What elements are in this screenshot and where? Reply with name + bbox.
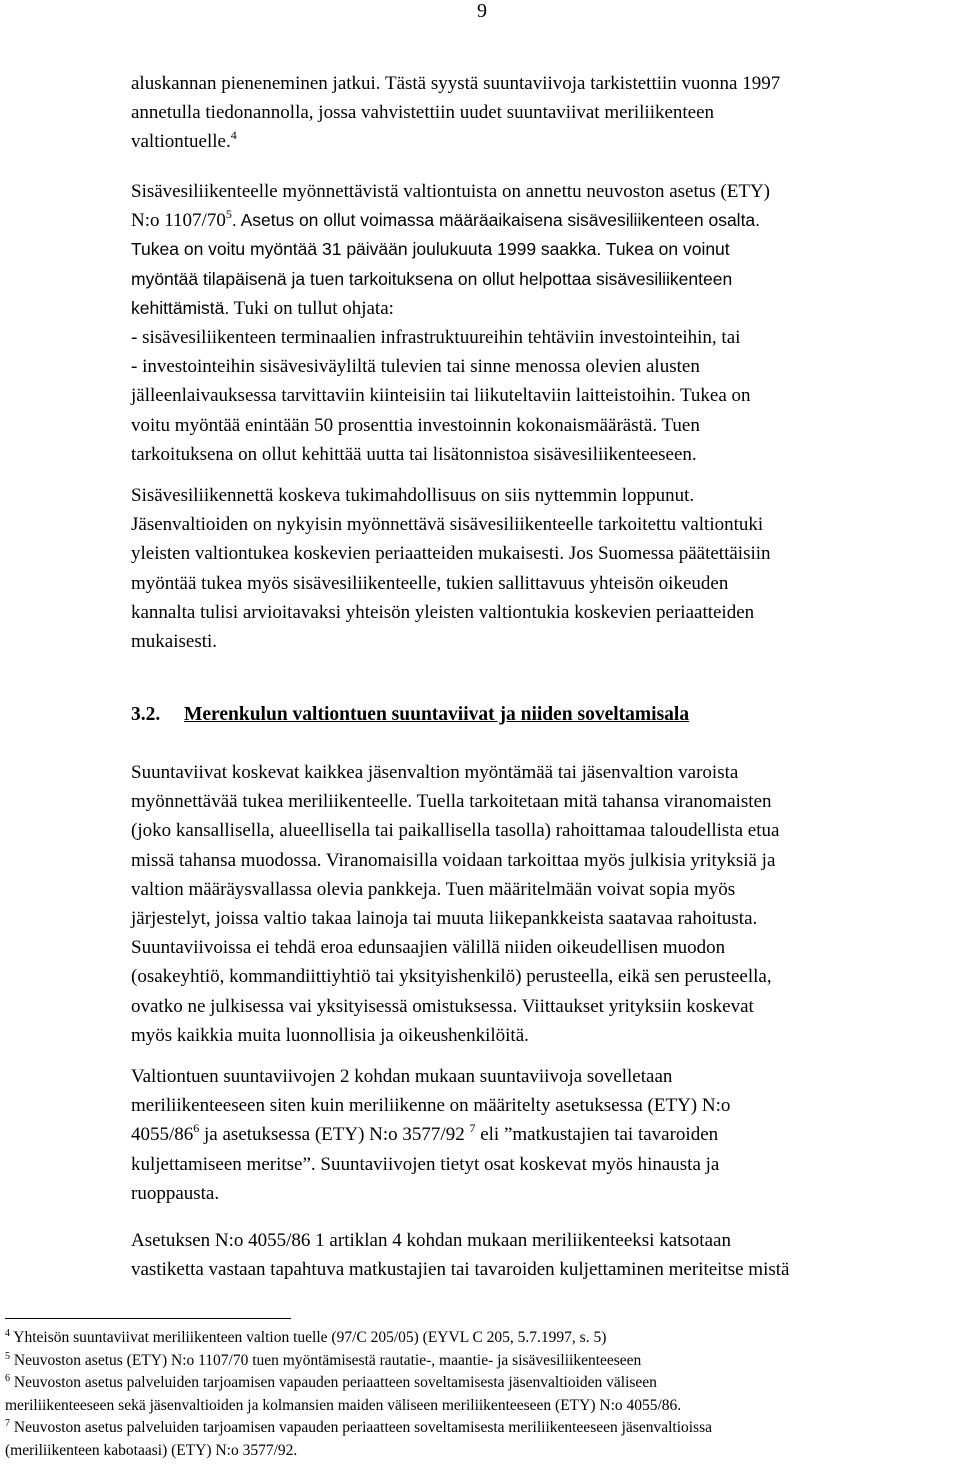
- footnote-ref-4[interactable]: 4: [230, 128, 237, 143]
- paragraph-line: voitu myöntää enintään 50 prosenttia investoinnin kokonaismäärästä. Tuen: [131, 414, 700, 436]
- footnote-number: 6: [5, 1373, 10, 1385]
- paragraph-line: meriliikenteeseen siten kuin meriliikenne on määritelty asetuksessa (ETY) N:o: [131, 1095, 731, 1117]
- paragraph-4: [131, 758, 779, 1050]
- footnote-6-continued: meriliikenteeseen sekä jäsenvaltioiden ja kolmansien maiden väliseen meriliikenteeseen (ETY) N:o 4055/86.: [5, 1396, 682, 1414]
- footnote-7: [5, 1417, 712, 1440]
- paragraph-line: Sisävesiliikenteelle myönnettävistä valtiontuista on annettu neuvoston asetus (ETY): [131, 181, 771, 202]
- footnote-4: [5, 1327, 712, 1350]
- section-title: Merenkulun valtiontuen suuntaviivat ja niiden soveltamisala: [184, 704, 690, 725]
- paragraph-line: myönnettävää tukea meriliikenteelle. Tuella tarkoitetaan mitä tahansa viranomaisten: [131, 791, 772, 813]
- section-number: 3.2.: [131, 704, 161, 725]
- paragraph-line: Suuntaviivoissa ei tehdä eroa edunsaajien välillä niiden oikeudellisen muodon: [131, 937, 726, 959]
- line-text: Tuki on tullut ohjata:: [229, 297, 394, 319]
- footnote-number: 4: [5, 1328, 10, 1339]
- paragraph-6: [131, 1226, 789, 1284]
- list-item: - investointeihin sisävesiväyliltä tulevien tai sinne menossa olevien alusten: [131, 356, 700, 378]
- footnote-ref-7[interactable]: 7: [469, 1121, 476, 1136]
- paragraph-line: ovatko ne julkisessa vai yksityisessä omistuksessa. Viittaukset yrityksiin koskevat: [131, 995, 754, 1017]
- footnote-6: [5, 1372, 712, 1395]
- paragraph-line: (joko kansallisella, alueellisella tai paikallisella tasolla) rahoittamaa taloudellista etua: [131, 820, 780, 842]
- paragraph-line: ruoppausta.: [131, 1182, 220, 1204]
- line-text: 4055/86: [131, 1124, 194, 1146]
- footnote-text: Neuvoston asetus palveluiden tarjoamisen vapauden periaatteen soveltamisesta meriliikenteeseen jäsenvaltioissa: [10, 1419, 713, 1437]
- paragraph-line: Asetuksen N:o 4055/86 1 artiklan 4 kohdan mukaan meriliikenteeksi katsotaan: [131, 1230, 731, 1251]
- line-text: kehittämistä.: [131, 297, 230, 318]
- line-text: Tukea on voinut: [601, 239, 730, 260]
- footnotes: [5, 1327, 712, 1463]
- line-text: ja asetuksessa (ETY) N:o 3577/92: [199, 1124, 470, 1146]
- paragraph-line: mukaisesti.: [131, 631, 218, 653]
- line-text: eli ”matkustajien tai tavaroiden: [475, 1124, 719, 1146]
- paragraph-line: [131, 1120, 730, 1149]
- paragraph-line: jälleenlaivauksessa tarvittaviin kiinteisiin tai liikuteltaviin laitteistoihin. Tukea on: [131, 385, 751, 407]
- footnote-ref-6[interactable]: 6: [193, 1121, 200, 1136]
- paragraph-line: järjestelyt, joissa valtio takaa lainoja tai muuta liikepankkeista saatavaa rahoitusta.: [131, 908, 758, 930]
- footnote-number: 7: [5, 1418, 10, 1430]
- footnote-number: 5: [5, 1350, 10, 1362]
- paragraph-line: valtion määräysvallassa olevia pankkeja. Tuen määritelmään voivat sopia myös: [131, 878, 736, 900]
- list-item: - sisävesiliikenteen terminaalien infrastruktuureihin tehtäviin investointeihin, tai: [131, 327, 741, 349]
- paragraph-line: [131, 235, 770, 264]
- paragraph-line: myöntää tukea myös sisävesiliikenteelle, tukien sallittavuus yhteisön oikeuden: [131, 572, 729, 594]
- footnote-separator: [5, 1318, 291, 1319]
- page-number: 9: [477, 0, 487, 22]
- paragraph-line: annetulla tiedonannolla, jossa vahvistettiin uudet suuntaviivat meriliikenteen: [131, 102, 715, 124]
- paragraph-line: missä tahansa muodossa. Viranomaisilla voidaan tarkoittaa myös julkisia yrityksiä ja: [131, 849, 776, 871]
- paragraph-1: [131, 69, 780, 157]
- footnote-7-continued: (meriliikenteen kabotaasi) (ETY) N:o 3577/92.: [5, 1441, 298, 1459]
- paragraph-line: [131, 127, 780, 156]
- paragraph-line: yleisten valtiontukea koskevien periaatteiden mukaisesti. Jos Suomessa päätettäisiin: [131, 543, 771, 565]
- paragraph-line: myös kaikkia muita luonnollisia ja oikeushenkilöitä.: [131, 1024, 529, 1046]
- line-text: N:o 1107/70: [131, 210, 226, 232]
- paragraph-line: kuljettamiseen meritse”. Suuntaviivojen tietyt osat koskevat myös hinausta ja: [131, 1153, 720, 1175]
- line-text: Tukea on voitu myöntää 31 päivään joulukuuta 1999 saakka.: [131, 239, 602, 260]
- paragraph-line: Valtiontuen suuntaviivojen 2 kohdan mukaan suuntaviivoja sovelletaan: [131, 1066, 673, 1087]
- section-heading: [131, 704, 689, 726]
- paragraph-5: [131, 1062, 730, 1208]
- paragraph-line: Sisävesiliikennettä koskeva tukimahdollisuus on siis nyttemmin loppunut.: [131, 485, 695, 506]
- paragraph-line: vastiketta vastaan tapahtuva matkustajien tai tavaroiden kuljettaminen meriteitse mistä: [131, 1259, 790, 1281]
- footnote-text: Neuvoston asetus palveluiden tarjoamisen vapauden periaatteen soveltamisesta jäsenvaltioiden väliseen: [10, 1374, 657, 1392]
- paragraph-line: aluskannan pieneneminen jatkui. Tästä syystä suuntaviivoja tarkistettiin vuonna 1997: [131, 73, 781, 94]
- paragraph-line: (osakeyhtiö, kommandiittiyhtiö tai yksityishenkilö) perusteella, eikä sen perusteella,: [131, 966, 772, 988]
- paragraph-line: tarkoituksena on ollut kehittää uutta tai lisätonnistoa sisävesiliikenteeseen.: [131, 443, 697, 465]
- footnote-5: [5, 1350, 712, 1373]
- footnote-text: Yhteisön suuntaviivat meriliikenteen valtion tuelle (97/C 205/05) (EYVL C 205, 5.7.1997, s. 5): [10, 1329, 607, 1346]
- footnote-text: Neuvoston asetus (ETY) N:o 1107/70 tuen myöntämisestä rautatie-, maantie- ja sisävesiliikenteeseen: [10, 1351, 642, 1369]
- paragraph-2: [131, 177, 770, 469]
- line-text: valtiontuelle.: [131, 131, 231, 153]
- paragraph-line: myöntää tilapäisenä ja tuen tarkoituksena on ollut helpottaa sisävesiliikenteen: [131, 268, 733, 289]
- paragraph-line: Jäsenvaltioiden on nykyisin myönnettävä sisävesiliikenteelle tarkoitettu valtiontuki: [131, 514, 764, 536]
- paragraph-line: kannalta tulisi arvioitavaksi yhteisön yleisten valtiontukia koskevien periaatteiden: [131, 601, 755, 623]
- paragraph-line: [131, 294, 770, 323]
- line-text: . Asetus on ollut voimassa määräaikaisena sisävesiliikenteen osalta.: [231, 210, 761, 231]
- paragraph-line: Suuntaviivat koskevat kaikkea jäsenvaltion myöntämää tai jäsenvaltion varoista: [131, 762, 739, 783]
- footnote-ref-5[interactable]: 5: [225, 207, 232, 222]
- paragraph-3: [131, 481, 771, 656]
- paragraph-line: [131, 206, 770, 235]
